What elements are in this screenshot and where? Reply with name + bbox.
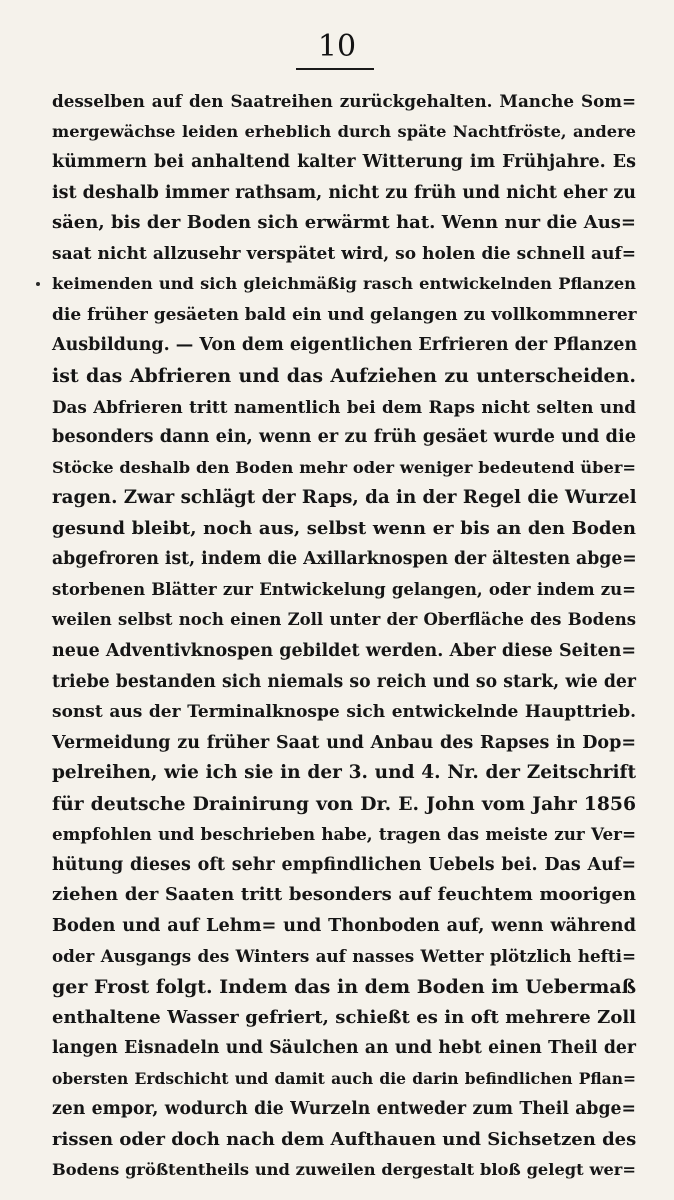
text-line: empfohlen und beschrieben habe, tragen das meiste zur Ver= <box>52 824 636 845</box>
text-line: Bodens größtentheils und zuweilen dergestalt bloß gelegt wer= <box>52 1160 636 1180</box>
text-line: hütung dieses oft sehr empfindlichen Uebels bei. Das Auf= <box>52 854 636 875</box>
text-line: Stöcke deshalb den Boden mehr oder weniger bedeutend über= <box>52 457 636 477</box>
text-line: weilen selbst noch einen Zoll unter der Oberfläche des Bodens <box>52 610 636 630</box>
text-line: besonders dann ein, wenn er zu früh gesäet wurde und die <box>52 426 636 448</box>
header-rule <box>296 68 374 70</box>
text-line: oder Ausgangs des Winters auf nasses Wetter plötzlich hefti= <box>52 946 636 967</box>
text-line: Das Abfrieren tritt namentlich bei dem Raps nicht selten und <box>52 396 636 417</box>
text-line: mergewächse leiden erheblich durch späte Nachtfröste, andere <box>52 121 636 141</box>
text-line: Ausbildung. — Von dem eigentlichen Erfrieren der Pflanzen <box>52 335 638 356</box>
text-line: abgefroren ist, indem die Axillarknospen der ältesten abge= <box>52 549 637 570</box>
text-line: saat nicht allzusehr verspätet wird, so holen die schnell auf= <box>52 243 636 264</box>
text-line: ist das Abfrieren und das Aufziehen zu unterscheiden. <box>52 364 636 387</box>
text-line: triebe bestanden sich niemals so reich und so stark, wie der <box>52 671 636 692</box>
text-line: zen empor, wodurch die Wurzeln entweder zum Theil abge= <box>52 1099 636 1120</box>
text-line: pelreihen, wie ich sie in der 3. und 4. Nr. der Zeitschrift <box>52 762 636 784</box>
text-line: kümmern bei anhaltend kalter Witterung im Frühjahre. Es <box>52 152 636 173</box>
text-line: Boden und auf Lehm= und Thonboden auf, wenn während <box>52 914 636 936</box>
text-line: obersten Erdschicht und damit auch die darin befindlichen Pflan= <box>52 1068 636 1088</box>
text-line: storbenen Blätter zur Entwickelung gelangen, oder indem zu= <box>52 579 636 599</box>
text-line: keimenden und sich gleichmäßig rasch entwickelnden Pflanzen <box>52 274 636 294</box>
text-line: ist deshalb immer rathsam, nicht zu früh und nicht eher zu <box>52 182 636 203</box>
text-line: ziehen der Saaten tritt besonders auf feuchtem moorigen <box>52 884 636 906</box>
text-line: ger Frost folgt. Indem das in dem Boden im Uebermaß <box>52 976 637 998</box>
text-line: langen Eisnadeln und Säulchen an und hebt einen Theil der <box>52 1038 636 1059</box>
text-line: neue Adventivknospen gebildet werden. Aber diese Seiten= <box>52 640 636 661</box>
text-line: desselben auf den Saatreihen zurückgehalten. Manche Som= <box>52 91 636 111</box>
text-line: für deutsche Drainirung von Dr. E. John vom Jahr 1856 <box>52 792 636 815</box>
text-line: enthaltene Wasser gefriert, schießt es in oft mehrere Zoll <box>52 1006 636 1028</box>
text-line: gesund bleibt, noch aus, selbst wenn er bis an den Boden <box>52 517 636 539</box>
text-line: säen, bis der Boden sich erwärmt hat. Wenn nur die Aus= <box>52 212 636 234</box>
text-line: sonst aus der Terminalknospe sich entwickelnde Haupttrieb. <box>52 702 636 722</box>
text-line: Vermeidung zu früher Saat und Anbau des Rapses in Dop= <box>52 732 636 753</box>
page-number: 10 <box>317 29 357 64</box>
text-line: rissen oder doch nach dem Aufthauen und Sichsetzen des <box>52 1128 637 1150</box>
text-line: die früher gesäeten bald ein und gelangen zu vollkommnerer <box>52 304 637 325</box>
text-line: ragen. Zwar schlägt der Raps, da in der Regel die Wurzel <box>52 487 637 509</box>
margin-mark <box>36 282 40 286</box>
